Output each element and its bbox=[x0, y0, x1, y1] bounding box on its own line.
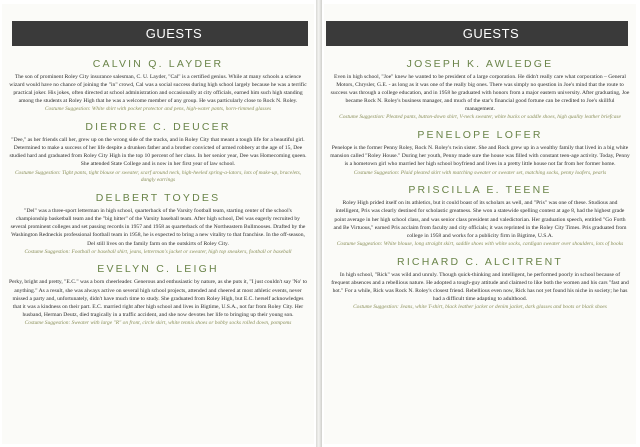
guest-name: RICHARD C. ALCITRENT bbox=[397, 255, 563, 268]
guest-bio: "Dee," as her friends call her, grew up on the wrong side of the tracks, and in Roley City that meant a tough life for a beautiful girl. Determined to make a success of her life despite a drunken father and a brother convicted of armed robbery at the age of 15, Dee studied hard and graduated from Roley City High in the top 10 percent of her class. In her senior year, Dee was Homecoming queen. She attended State College and is now in her first year of law school. bbox=[9, 137, 307, 168]
guest-name: DELBERT TOYDES bbox=[95, 192, 221, 205]
right-page bbox=[324, 4, 636, 444]
guest-list-right bbox=[330, 58, 630, 319]
guest-entry bbox=[330, 256, 630, 312]
costume-suggestion: Costume Suggestion: Football or baseball shirt, jeans, letterman's jacket or sweater, high top sneakers, football or baseball bbox=[24, 248, 292, 255]
costume-suggestion: Costume Suggestion: Plaid pleated skirt with matching sweater or sweater set, matching socks, penny loafers, pearls bbox=[353, 169, 607, 176]
guest-bio: Penelope is the former Penny Roley, Rock N. Roley's twin sister. She and Rock grew up in a wealthy family that lived in a big white mansion called "Roley House." During her youth, Penny made sure the house was filled with constant teen-age activity. Today, Penny is a hometown girl who married her high school boyfriend and lives in a pretty little house not far from her former home. bbox=[330, 145, 630, 168]
guest-name: JOSEPH K. AWLEDGE bbox=[406, 58, 554, 70]
guest-entry bbox=[8, 121, 308, 185]
guest-entry bbox=[8, 192, 308, 256]
guest-entry bbox=[8, 263, 308, 327]
costume-suggestion: Costume Suggestion: Tight pants, tight blouse or sweater, scarf around neck, high-heeled spring-a-lators, lots of make-up, bracelets, dangly earrings bbox=[14, 169, 302, 184]
guest-name: PENELOPE LOFER bbox=[417, 129, 543, 142]
guest-entry bbox=[330, 58, 630, 122]
guest-bio: "Del" was a three-sport letterman in high school, quarterback of the Varsity football team, starting center of the school's championship basketball team and the "big hitter" of the Varsity baseball team. After high school, Del was eagerly recruited by several prominent colleges and set passing records in 1957 and 1958 as quarterback of the Northeastern Bullmooses. Drafted by the Washington Redneckis professional football team in 1958, he is expected to bring a new vitality to that franchise. In the off-season, Del still lives on the family farm on the outskirts of Roley City. bbox=[10, 208, 306, 247]
costume-suggestion: Costume Suggestion: Sweater with large "R" on front, circle skirt, white tennis shoes or bobby socks rolled down, pompoms bbox=[24, 319, 292, 326]
guest-entry bbox=[330, 129, 630, 177]
guest-bio: In high school, "Rick" was wild and unruly. Though quick-thinking and intelligent, he performed poorly in school because of frequent absences and a rebellious nature. He adopted a tough-guy attitude and claimed to like both the women and his cars "fast and hot." For a while, Rick was Rock N. Roley's closest friend. Rebellious even now, Rick has not yet found his niche in society; he has had a difficult time adapting to adulthood. bbox=[331, 271, 629, 302]
guest-bio: The son of prominent Roley City insurance salesman, C. U. Layder, "Cal" is a certified genius. While at many schools a science wizard would have no chance of joining the "in" crowd, Cal was a social success during high school largely because he was a terrific practical joker. His jokes, often directed at school administration and occasionally at city officials, earned him such high standing among the students at Roley High that he was a welcome member of any group. He was particularly close to Rock N. Roley. bbox=[9, 74, 307, 105]
guests-header-left: GUESTS bbox=[12, 21, 308, 46]
guest-name: CALVIN Q. LAYDER bbox=[92, 58, 224, 70]
guests-header-right: GUESTS bbox=[326, 21, 628, 46]
costume-suggestion: Costume Suggestion: White blouse, long straight skirt, saddle shoes with white socks, cardigan sweater over shoulders, lots of books bbox=[336, 240, 624, 247]
guest-name: EVELYN C. LEIGH bbox=[97, 263, 219, 276]
book-spine bbox=[316, 0, 322, 447]
guest-bio: Even in high school, "Joe" knew he wanted to be president of a large corporation. He didn't really care what corporation – General Motors, Chrysler, G.E. - as long as it was one of the really big ones. There was simply no question in Joe's mind that the route to success was through a college education, and in 1958 he graduated with honors from a major eastern university. After graduating, Joe became Rock N. Roley's business manager, and much of the star's financial good fortune can be credited to Joe's skillful management. bbox=[330, 74, 630, 113]
left-page bbox=[2, 4, 314, 444]
costume-suggestion: Costume Suggestion: Jeans, white T-shirt, black leather jacket or denim jacket, dark glasses and boots or black shoes bbox=[353, 303, 607, 310]
guest-bio: Perky, bright and pretty, "E.C." was a born cheerleader. Generous and enthusiastic by nature, as she puts it, "I just couldn't say 'No' to anything." As a result, she was always active on several high school projects, attended and cheered at most athletic events, never missed a party and, unfortunately, didn't have much time to study. She graduated from Roley High, but E.C. herself acknowledges that it was a kindness on their part. E.C. married right after high school and lives in Bigtime, U.S.A., not far from Roley City. Her husband, Herman Deutz, died tragically in a traffic accident, and she now devotes her life to bringing up their young son. bbox=[8, 279, 308, 318]
guest-entry bbox=[330, 184, 630, 248]
guest-name: DIERDRE C. DEUCER bbox=[85, 121, 231, 134]
costume-suggestion: Costume Suggestion: Pleated pants, button-down shirt, V-neck sweater, white bucks or saddle shoes, high quality leather briefcase bbox=[339, 114, 621, 121]
costume-suggestion: Costume Suggestion: White shirt with pocket protector and pens, high-water pants, horn-rimmed glasses bbox=[44, 106, 272, 113]
guest-entry bbox=[8, 58, 308, 114]
guest-name: PRISCILLA E. TEENE bbox=[408, 184, 552, 197]
guest-list-left bbox=[8, 58, 308, 335]
guest-bio: Roley High prided itself on its athletics, but it could boast of its scholars as well, and "Pris" was one of these. Studious and intelligent, Pris was clearly destined for scholastic greatness. She won a statewide spelling contest at age 8, had the highest grade point average in her high school class, and was senior class president and valedictorian. Her graduation speech, entitled "Go Forth and Be Virtuous," earned Pris acclaim from faculty and city officials; it was reprinted in the Roley City Times. Pris graduated from college in 1958 and works for a publicity firm in Bigtime, U.S.A. bbox=[333, 200, 627, 239]
